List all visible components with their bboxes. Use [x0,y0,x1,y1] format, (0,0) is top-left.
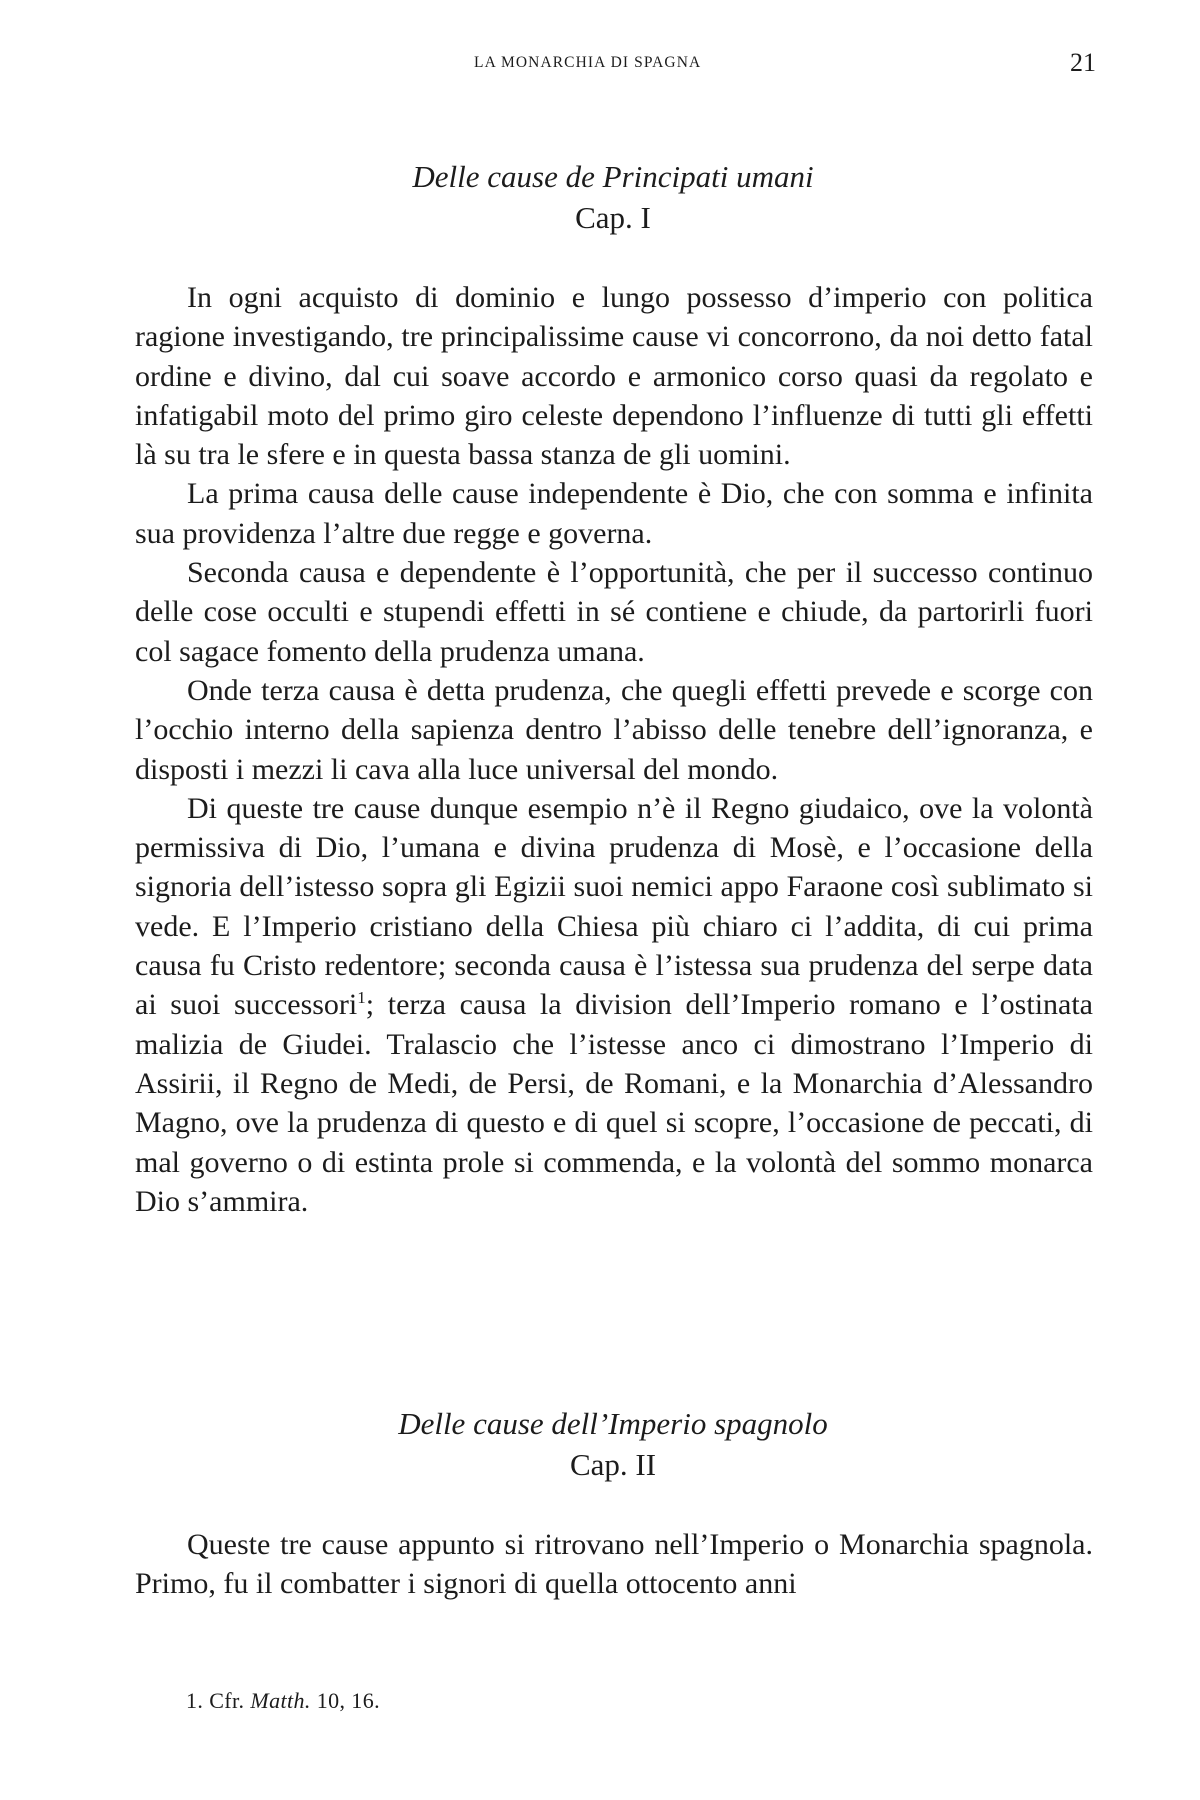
chapter-number: Cap. I [575,200,651,235]
chapter-heading-2 [120,1403,1106,1485]
chapter-number: Cap. II [569,1447,657,1482]
footnote [186,1688,380,1714]
running-title: LA MONARCHIA DI SPAGNA [474,54,702,71]
chapter-2-body [135,1525,1093,1604]
paragraph: Queste tre cause appunto si ritrovano nell’Imperio o Monarchia spagnola. Primo, fu il combatter i signori di quella ottocento anni [135,1528,1093,1601]
chapter-title: Delle cause de Principati umani [412,159,814,194]
paragraph: Seconda causa e dependente è l’opportunità, che per il successo continuo delle cose occulti e stupendi effetti in sé contiene e chiude, da partorirli fuori col sagace fomento della prudenza umana. [135,556,1093,668]
paragraph: La prima causa delle cause independente è Dio, che con somma e infinita sua providenza l’altre due regge e governa. [135,477,1093,550]
footnote-number: 1. [186,1688,204,1713]
chapter-heading-1 [120,156,1106,238]
paragraph: In ogni acquisto di dominio e lungo possesso d’imperio con politica ragione investigando, tre principalissime cause vi concorrono, da noi detto fatal ordine e divino, dal cui soave accordo e armonico corso quasi da regolato e infatigabil moto del primo giro celeste dependono l’influenze di tutti gli effetti là su tra le sfere e in questa bassa stanza de gli uomini. [135,281,1093,472]
chapter-1-body [135,278,1093,1221]
paragraph-with-note [135,789,1093,1221]
running-head [0,48,1200,82]
footnote-prefix: Cfr. [209,1688,245,1713]
chapter-title: Delle cause dell’Imperio spagnolo [398,1406,828,1441]
page-number: 21 [1070,48,1096,77]
footnote-reference: 1 [357,988,366,1008]
paragraph-text: Di queste tre cause dunque esempio n’è il Regno giudaico, ove la volontà permissiva di Dio, l’umana e divina prudenza di Mosè, e l’occasione della signoria dell’istesso sopra gli Egizii suoi nemici appo Faraone così sublimato si vede. E l’Imperio cristiano della Chiesa più chiaro ci l’addita, di cui prima causa fu Cristo redentore; seconda causa è l’istessa sua prudenza del serpe data ai suoi successori [135,791,1093,1022]
footnote-work: Matth. [250,1688,311,1713]
footnote-reference-text: 10, 16. [316,1688,381,1713]
paragraph-text: ; terza causa la division dell’Imperio romano e l’ostinata malizia de Giudei. Tralascio che l’istesse anco ci dimostrano l’Imperio di Assirii, il Regno de Medi, de Persi, de Romani, e la Monarchia d’Alessandro Magno, ove la prudenza di questo e di quel si scopre, l’occasione de peccati, di mal governo o di estinta prole si commenda, e la volontà del sommo monarca Dio s’ammira. [135,988,1093,1218]
paragraph: Onde terza causa è detta prudenza, che quegli effetti prevede e scorge con l’occhio interno della sapienza dentro l’abisso delle tenebre dell’ignoranza, e disposti i mezzi li cava alla luce universal del mondo. [135,673,1093,786]
